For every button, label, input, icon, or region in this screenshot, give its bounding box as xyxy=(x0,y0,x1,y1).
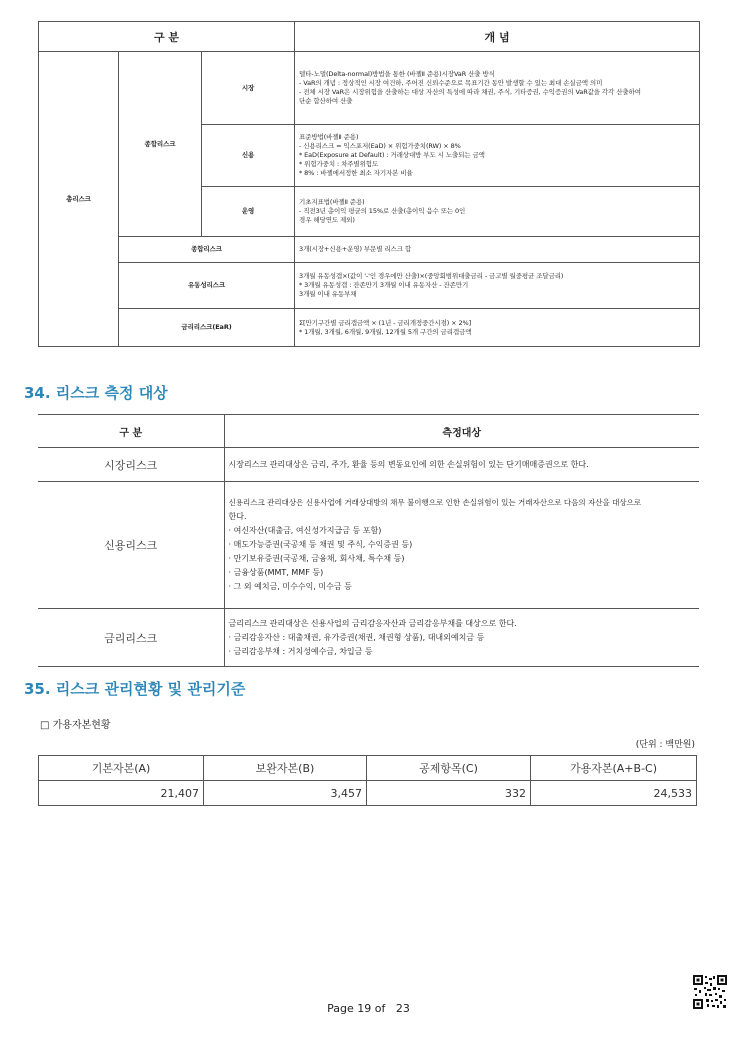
interest-risk-desc: Σ[만기구간별 금리갭금액 × (1년 - 금리개정중간시점) × 2%] * 1개월, 3개월, 6개월, 9개월, 12개월 5개 구간의 금리갭금액 xyxy=(295,309,700,347)
market-desc: 델타-노멀(Delta-normal)방법을 통한 (바젤Ⅱ 준용)시장VaR 산출 방식 - VaR의 개념 : 정상적인 시장 여건하, 주어진 신뢰수준으로 목표기간 동안 발생할 수 있는 최대 손실금액 의미 - 전체 시장 VaR은 시장위험을 산출하는 대상 자산의 특성에 따라 채권, 주식, 기타증권, 수익증권의 VaR값을 각각 산출하여 단순 합산하여 산출 xyxy=(295,52,700,125)
header-supplementary-capital: 보완자본(B) xyxy=(204,756,367,781)
header-basic-capital: 기본자본(A) xyxy=(39,756,204,781)
interest-rate-risk-target: 금리리스크 관리대상은 신용사업의 금리감응자산과 금리감응부채를 대상으로 한다. · 금리감응자산 : 대출채권, 유가증권(채권, 채권형 상품), 대내외예치금 등 · 금리감응부채 : 거치성예수금, 차입금 등 xyxy=(224,609,699,667)
header-available-capital: 가용자본(A+B-C) xyxy=(531,756,697,781)
section-35-title: 35. 리스크 관리현황 및 관리기준 xyxy=(24,680,246,698)
available-capital-heading: □ 가용자본현황 xyxy=(40,720,111,731)
table1-header-concept: 개 념 xyxy=(295,22,700,52)
table2-header-target: 측정대상 xyxy=(224,415,699,448)
liquidity-risk-desc: 3개월 유동성갭×(값이 '-'인 경우에만 산출)×(중앙회범위대출금리 - 금고별 월중평균 조달금리) * 3개월 유동성갭 : 잔존만기 3개월 이내 유동자산 - 잔존만기 3개월 이내 유동부채 xyxy=(295,263,700,309)
market-risk-label: 시장리스크 xyxy=(38,448,224,482)
available-capital-table xyxy=(38,755,696,806)
liquidity-risk-label: 유동성리스크 xyxy=(119,263,295,309)
table2-header-category: 구 분 xyxy=(38,415,224,448)
total-risk-cell: 총리스크 xyxy=(39,52,119,347)
operational-label: 운영 xyxy=(202,187,295,237)
comprehensive-risk-cell: 종합리스크 xyxy=(119,52,202,237)
section-34-title: 34. 리스크 측정 대상 xyxy=(24,384,168,402)
value-deductions: 332 xyxy=(367,781,531,806)
unit-label: (단위 : 백만원) xyxy=(635,740,695,750)
value-available-capital: 24,533 xyxy=(531,781,697,806)
credit-risk-label: 신용리스크 xyxy=(38,482,224,609)
credit-risk-target: 신용리스크 관리대상은 신용사업에 거래상대방의 채무 불이행으로 인한 손실위험이 있는 거래자산으로 다음의 자산을 대상으로 한다. · 여신자산(대출금, 여신성가지급금 등 포함) · 매도가능증권(국공채 등 채권 및 주식, 수익증권 등) · 만기보유증권(국공채, 금융채, 회사채, 특수채 등) · 금융상품(MMT, MMF 등) · 그 외 예치금, 미수수익, 미수금 등 xyxy=(224,482,699,609)
qr-code-icon xyxy=(692,974,728,1010)
page-number: Page 19 of 23 xyxy=(327,1002,410,1015)
operational-desc: 기초지표법(바젤Ⅱ 준용) - 직전3년 총이익 평균의 15%로 산출(총이익 음수 또는 0인 경우 해당연도 제외) xyxy=(295,187,700,237)
measurement-target-table xyxy=(38,414,699,667)
credit-desc: 표준방법(바젤Ⅱ 준용) - 신용리스크 = 익스포저(EaD) × 위험가중치(RW) × 8% * EaD(Exposure at Default) : 거래상대방 부도 시 노출되는 금액 * 위험가중치 : 차주별위험도 * 8% : 바젤에서정한 최소 자기자본 비율 xyxy=(295,125,700,187)
interest-risk-label: 금리리스크(EaR) xyxy=(119,309,295,347)
header-deductions: 공제항목(C) xyxy=(367,756,531,781)
market-risk-target: 시장리스크 관리대상은 금리, 주가, 환율 등의 변동요인에 의한 손실위험이 있는 단기매매증권으로 한다. xyxy=(224,448,699,482)
credit-label: 신용 xyxy=(202,125,295,187)
table1-header-category: 구 분 xyxy=(39,22,295,52)
sum-risk-desc: 3개(시장+신용+운영) 부문별 리스크 합 xyxy=(295,237,700,263)
sum-risk-label: 종합리스크 xyxy=(119,237,295,263)
value-basic-capital: 21,407 xyxy=(39,781,204,806)
value-supplementary-capital: 3,457 xyxy=(204,781,367,806)
interest-rate-risk-label: 금리리스크 xyxy=(38,609,224,667)
risk-concept-table xyxy=(38,21,699,347)
market-label: 시장 xyxy=(202,52,295,125)
